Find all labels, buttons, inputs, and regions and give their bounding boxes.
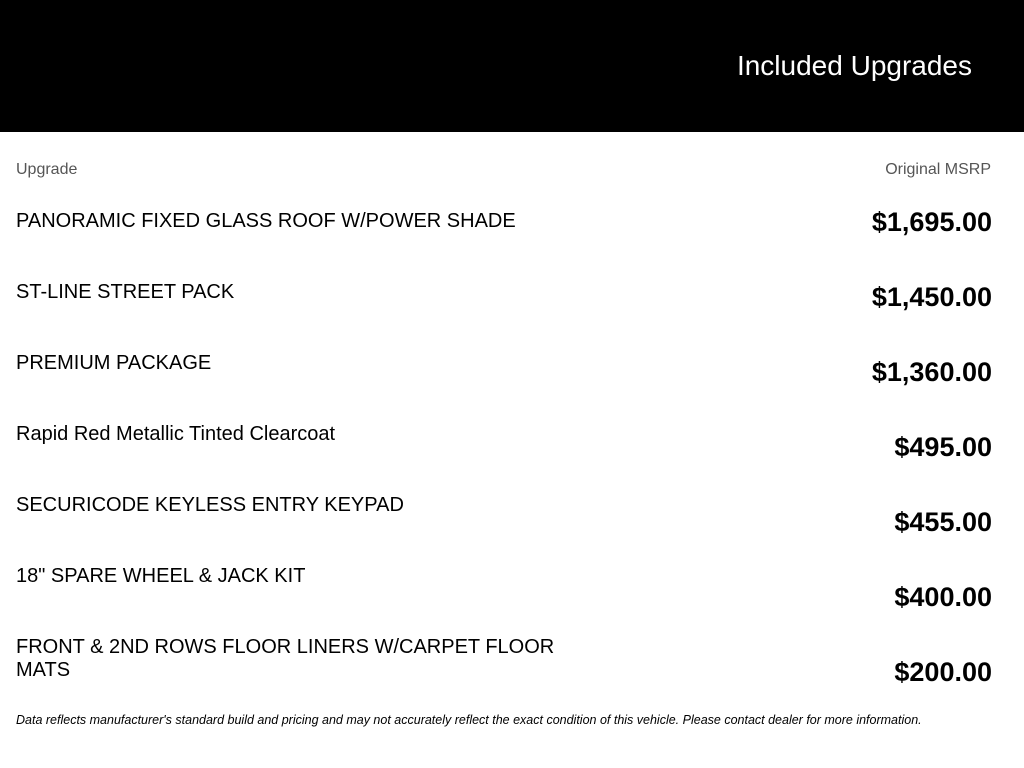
upgrade-name: Rapid Red Metallic Tinted Clearcoat bbox=[16, 423, 336, 445]
list-item bbox=[0, 494, 1024, 569]
page-header bbox=[0, 0, 1024, 132]
column-header-upgrade: Upgrade bbox=[16, 161, 78, 178]
upgrade-price: $1,450.00 bbox=[871, 282, 992, 312]
upgrade-price: $1,695.00 bbox=[871, 207, 992, 237]
upgrade-price: $1,360.00 bbox=[871, 357, 992, 387]
list-item bbox=[0, 207, 1024, 285]
page-title: Included Upgrades bbox=[736, 50, 972, 81]
upgrade-price: $400.00 bbox=[894, 582, 992, 612]
list-item bbox=[0, 423, 1024, 498]
list-item bbox=[0, 636, 1024, 711]
upgrade-name: FRONT & 2ND ROWS FLOOR LINERS W/CARPET FLOOR MATS bbox=[16, 636, 555, 681]
disclaimer-text: Data reflects manufacturer's standard build and pricing and may not accurately reflect the exact condition of this vehicle. Please contact dealer for more information. bbox=[16, 713, 922, 727]
upgrade-name: ST-LINE STREET PACK bbox=[16, 281, 235, 303]
upgrade-name: 18" SPARE WHEEL & JACK KIT bbox=[16, 565, 306, 587]
upgrade-name: PANORAMIC FIXED GLASS ROOF W/POWER SHADE bbox=[16, 210, 516, 232]
upgrade-name: PREMIUM PACKAGE bbox=[16, 352, 212, 374]
list-item bbox=[0, 281, 1024, 356]
list-item bbox=[0, 352, 1024, 427]
upgrade-price: $495.00 bbox=[894, 432, 992, 462]
upgrade-name: SECURICODE KEYLESS ENTRY KEYPAD bbox=[16, 494, 404, 516]
column-header-msrp: Original MSRP bbox=[885, 161, 991, 178]
list-item bbox=[0, 565, 1024, 640]
upgrade-price: $455.00 bbox=[894, 507, 992, 537]
upgrade-price: $200.00 bbox=[894, 657, 992, 687]
